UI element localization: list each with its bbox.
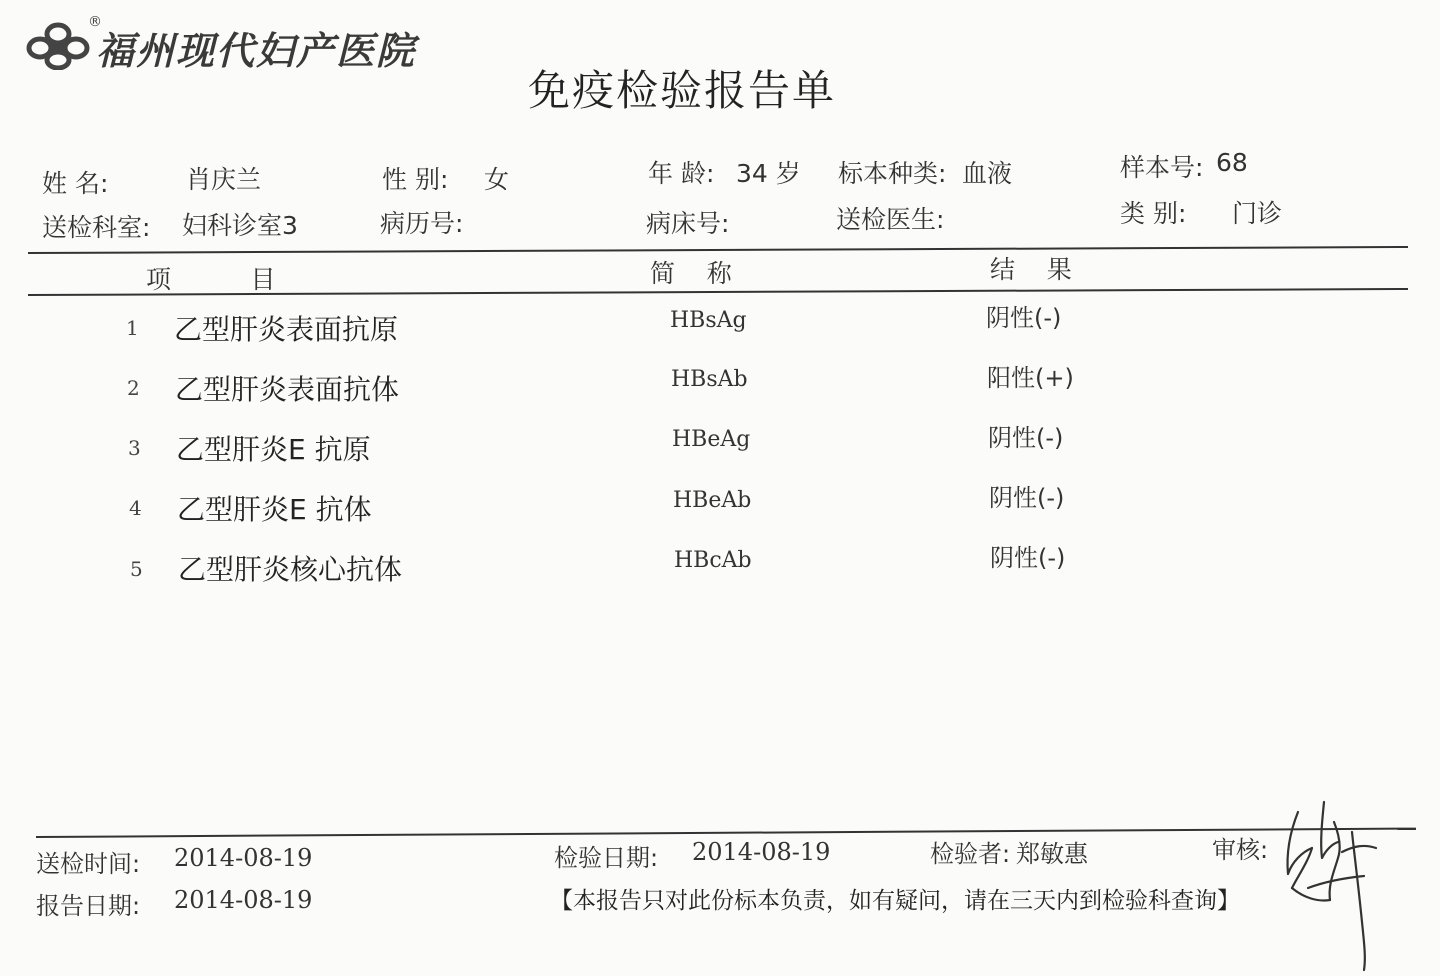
reviewer-label: 审核: (1212, 836, 1269, 864)
test-item: 乙型肝炎E 抗体 (177, 493, 372, 526)
record-no-label: 病历号: (380, 209, 464, 238)
registered-mark: ® (88, 14, 102, 30)
test-result: 阴性(-) (986, 304, 1062, 332)
hospital-name: 福州现代妇产医院 (96, 28, 417, 73)
column-header-item: 项 目 (146, 265, 276, 294)
test-abbr: HBcAb (674, 548, 752, 573)
column-header-result: 结 果 (990, 255, 1072, 284)
bed-no-label: 病床号: (646, 209, 730, 238)
row-number: 5 (130, 557, 143, 581)
row-number: 3 (128, 436, 141, 460)
tester-value: 郑敏惠 (1016, 840, 1088, 868)
age-label: 年 龄: (648, 159, 715, 188)
test-abbr: HBeAb (673, 488, 752, 513)
signature-icon (1268, 792, 1388, 972)
test-item: 乙型肝炎E 抗原 (176, 433, 371, 466)
test-item: 乙型肝炎表面抗体 (175, 373, 400, 406)
age-value: 34 岁 (736, 159, 801, 188)
category-label: 类 别: (1120, 199, 1187, 228)
column-header-abbr: 简 称 (650, 259, 732, 288)
submit-time-value: 2014-08-19 (174, 844, 313, 872)
test-abbr: HBsAb (671, 367, 748, 392)
test-item: 乙型肝炎核心抗体 (178, 553, 403, 586)
category-value: 门诊 (1232, 199, 1283, 228)
tester-label: 检验者: (930, 840, 1011, 868)
sample-no-label: 样本号: (1120, 153, 1204, 182)
name-value: 肖庆兰 (186, 165, 262, 194)
test-result: 阴性(-) (989, 484, 1065, 512)
test-item: 乙型肝炎表面抗原 (174, 313, 399, 346)
row-number: 2 (127, 376, 140, 400)
submit-time-label: 送检时间: (36, 850, 141, 878)
test-result: 阴性(-) (988, 424, 1064, 452)
gender-label: 性 别: (382, 165, 449, 194)
sample-no-value: 68 (1216, 148, 1248, 177)
hospital-logo-icon (26, 22, 90, 70)
table-top-rule (28, 246, 1408, 254)
row-number: 1 (126, 316, 139, 340)
report-date-value: 2014-08-19 (174, 886, 313, 914)
test-result: 阳性(+) (987, 364, 1074, 392)
footer-rule (36, 828, 1416, 838)
test-result: 阴性(-) (990, 544, 1066, 572)
report-notice: 【本报告只对此份标本负责，如有疑问，请在三天内到检验科查询】 (550, 888, 1240, 914)
report-date-label: 报告日期: (36, 892, 141, 920)
department-value: 妇科诊室3 (182, 211, 298, 240)
doctor-label: 送检医生: (836, 205, 945, 234)
name-label: 姓 名: (42, 169, 109, 198)
department-label: 送检科室: (42, 213, 151, 242)
test-abbr: HBsAg (670, 308, 747, 333)
test-abbr: HBeAg (672, 427, 751, 452)
row-number: 4 (129, 496, 142, 520)
specimen-type-value: 血液 (962, 159, 1013, 188)
test-date-value: 2014-08-19 (692, 838, 831, 866)
report-title: 免疫检验报告单 (528, 66, 837, 115)
specimen-type-label: 标本种类: (838, 159, 947, 188)
gender-value: 女 (484, 165, 510, 194)
test-date-label: 检验日期: (554, 844, 659, 872)
